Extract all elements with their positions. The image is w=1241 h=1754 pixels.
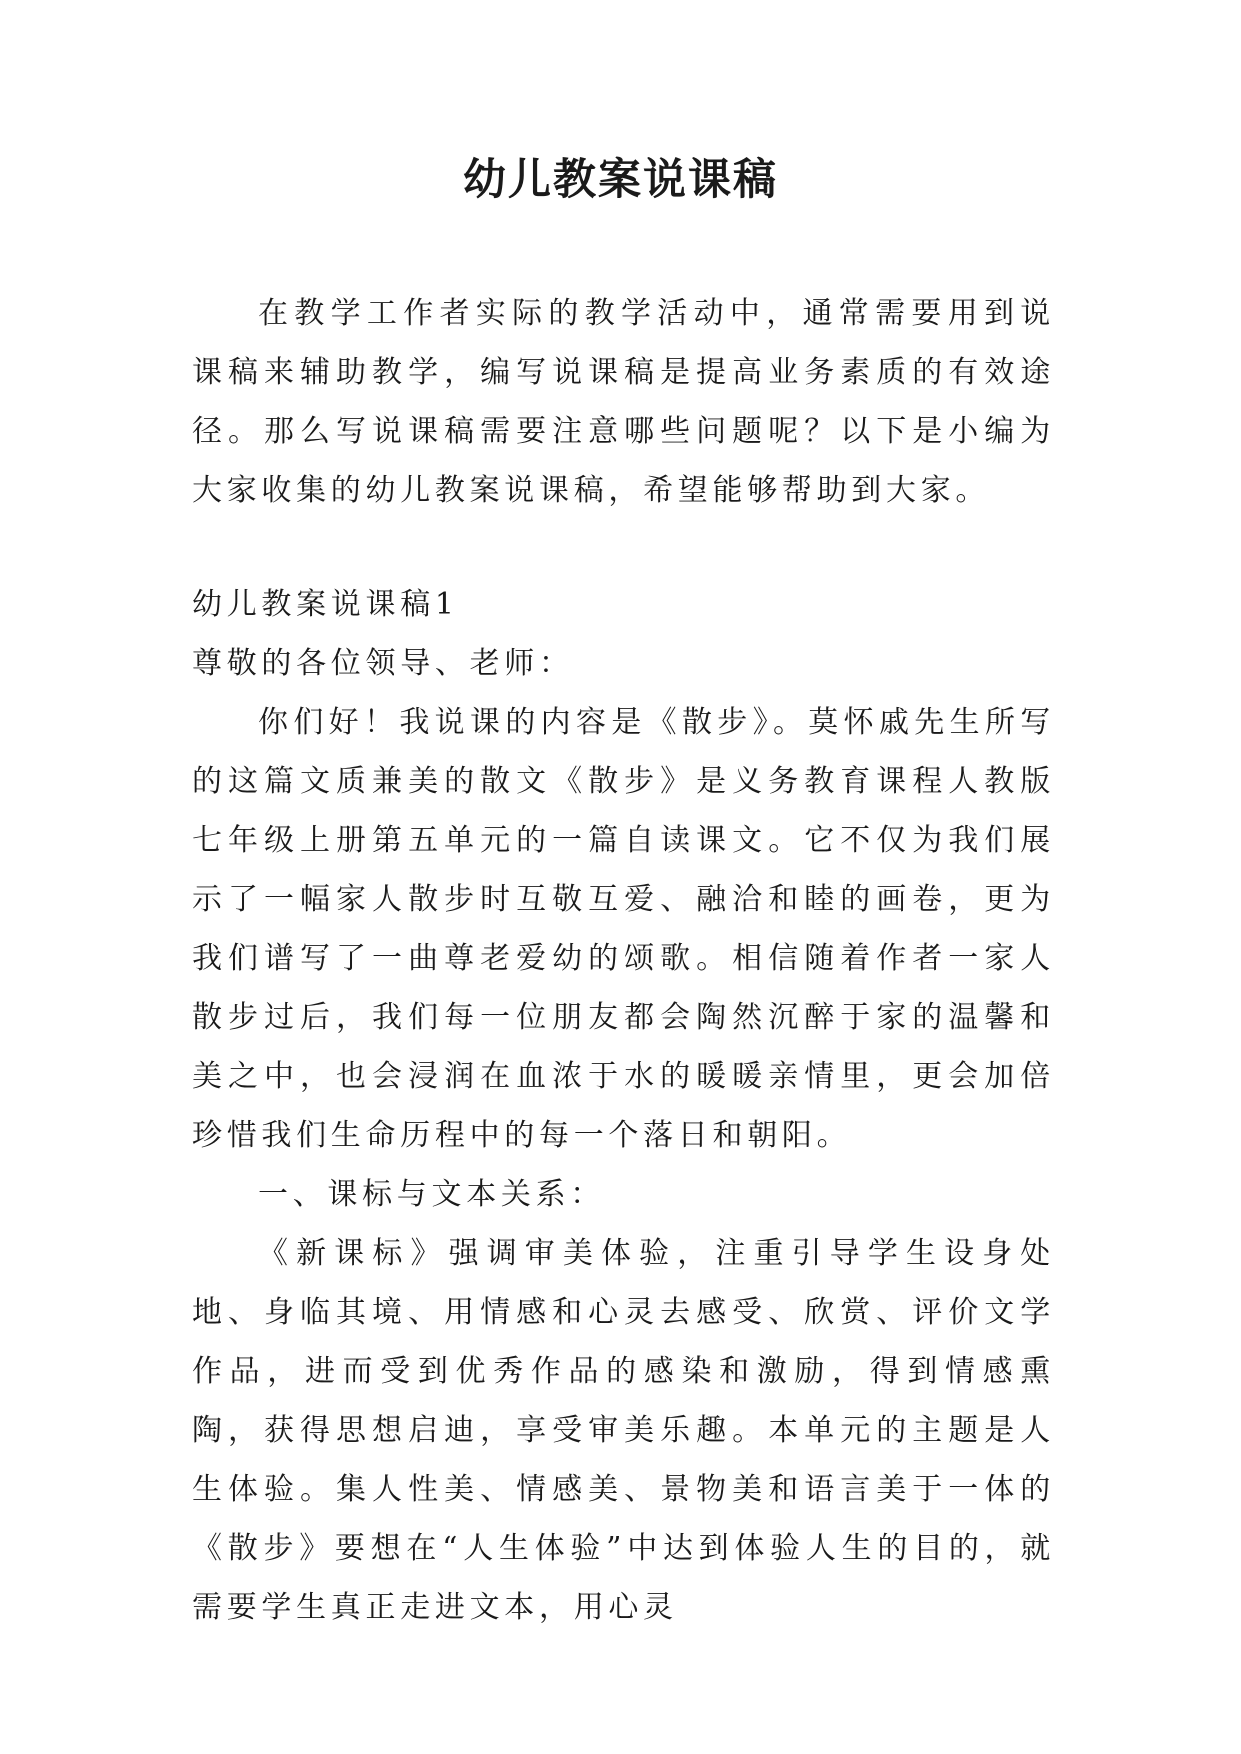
- paragraph-spacer: [192, 520, 1055, 575]
- subheading-course-standards: 一、课标与文本关系：: [258, 1177, 605, 1212]
- document-body: [192, 284, 1055, 1637]
- section-heading: 幼儿教案说课稿1: [192, 587, 459, 622]
- body-paragraph-1: 你们好！我说课的内容是《散步》。莫怀戚先生所写的这篇文质兼美的散文《散步》是义务教育课程人教版七年级上册第五单元的一篇自读课文。它不仅为我们展示了一幅家人散步时互敬互爱、融洽和睦的画卷，更为我们谱写了一曲尊老爱幼的颂歌。相信随着作者一家人散步过后，我们每一位朋友都会陶然沉醉于家的温馨和美之中，也会浸润在血浓于水的暖暖亲情里，更会加倍珍惜我们生命历程中的每一个落日和朝阳。: [192, 705, 1055, 1153]
- body-paragraph-2: 《新课标》强调审美体验，注重引导学生设身处地、身临其境、用情感和心灵去感受、欣赏、评价文学作品，进而受到优秀作品的感染和激励，得到情感熏陶，获得思想启迪，享受审美乐趣。本单元的主题是人生体验。集人性美、情感美、景物美和语言美于一体的《散步》要想在“人生体验”中达到体验人生的目的，就需要学生真正走进文本，用心灵: [192, 1236, 1055, 1625]
- greeting-line: 尊敬的各位领导、老师：: [192, 646, 574, 681]
- document-title: 幼儿教案说课稿: [463, 155, 778, 205]
- intro-paragraph: 在教学工作者实际的教学活动中，通常需要用到说课稿来辅助教学，编写说课稿是提高业务素质的有效途径。那么写说课稿需要注意哪些问题呢？以下是小编为大家收集的幼儿教案说课稿，希望能够帮助到大家。: [192, 296, 1055, 508]
